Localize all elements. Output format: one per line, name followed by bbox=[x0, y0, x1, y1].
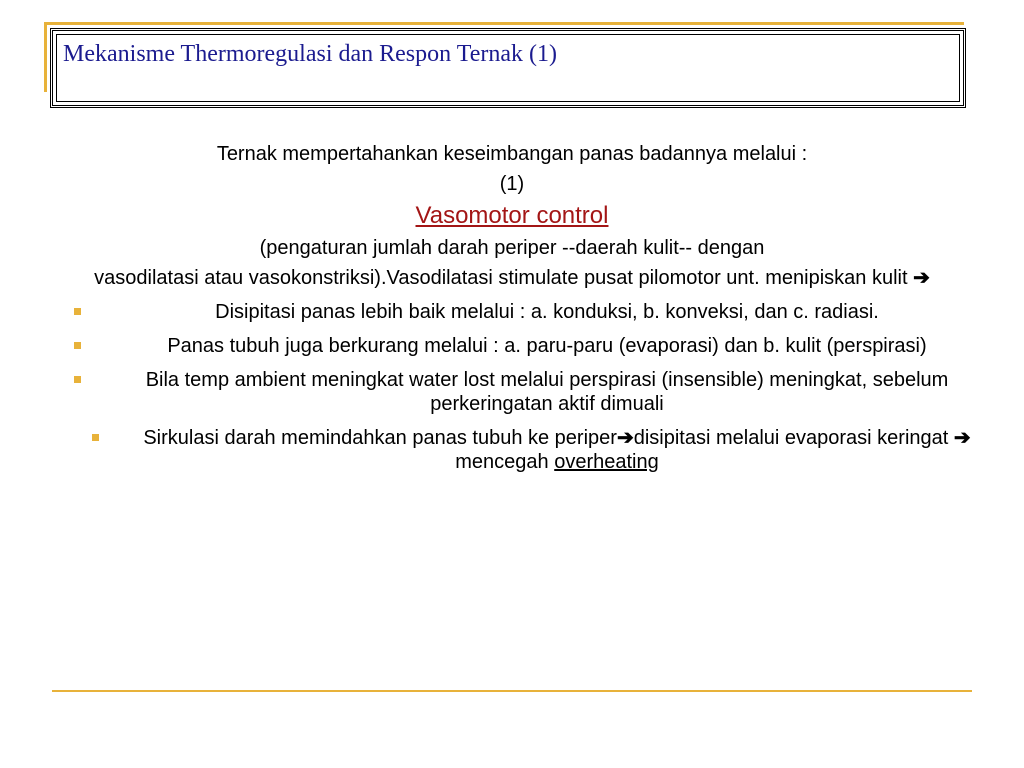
slide-content bbox=[40, 142, 984, 484]
bullet-text-part-3: mencegah bbox=[455, 451, 549, 473]
slide-title: Mekanisme Thermoregulasi dan Respon Ternak (1) bbox=[63, 41, 557, 67]
top-accent-line bbox=[44, 22, 964, 25]
list-item bbox=[40, 300, 984, 324]
section-number: (1) bbox=[499, 173, 525, 195]
bullet-text-part-2: disipitasi melalui evaporasi keringat bbox=[633, 427, 949, 449]
bottom-accent-line bbox=[52, 690, 972, 692]
heading-row bbox=[40, 202, 984, 230]
square-bullet-icon bbox=[92, 434, 99, 441]
square-bullet-icon bbox=[74, 342, 81, 349]
bullet-text: Panas tubuh juga berkurang melalui : a. paru-paru (evaporasi) dan b. kulit (perspirasi) bbox=[167, 335, 927, 357]
list-item bbox=[40, 334, 984, 358]
right-arrow-icon: ➔ bbox=[953, 427, 971, 449]
explain-line-2-row bbox=[40, 266, 984, 290]
list-item bbox=[40, 426, 984, 474]
bullet-list bbox=[40, 300, 984, 474]
bullet-text: Bila temp ambient meningkat water lost melalui perspirasi (insensible) meningkat, sebelum perkeringatan aktif dimuali bbox=[145, 369, 949, 415]
right-arrow-icon: ➔ bbox=[616, 427, 634, 449]
right-arrow-icon: ➔ bbox=[913, 267, 930, 289]
overheating-term: overheating bbox=[554, 451, 659, 473]
square-bullet-icon bbox=[74, 376, 81, 383]
vasomotor-heading: Vasomotor control bbox=[415, 202, 609, 229]
bullet-text: Disipitasi panas lebih baik melalui : a. konduksi, b. konveksi, dan c. radiasi. bbox=[215, 301, 879, 323]
intro-text: Ternak mempertahankan keseimbangan panas badannya melalui : bbox=[216, 143, 808, 165]
title-frame bbox=[50, 28, 966, 108]
left-accent-line bbox=[44, 22, 47, 92]
list-item bbox=[40, 368, 984, 416]
explain-line-1: (pengaturan jumlah darah periper --daerah kulit-- dengan bbox=[259, 237, 765, 259]
bullet-text-part-1: Sirkulasi darah memindahkan panas tubuh ke periper bbox=[143, 427, 617, 449]
explain-line-2: vasodilatasi atau vasokonstriksi).Vasodilatasi stimulate pusat pilomotor unt. menipiskan kulit bbox=[94, 267, 908, 289]
square-bullet-icon bbox=[74, 308, 81, 315]
